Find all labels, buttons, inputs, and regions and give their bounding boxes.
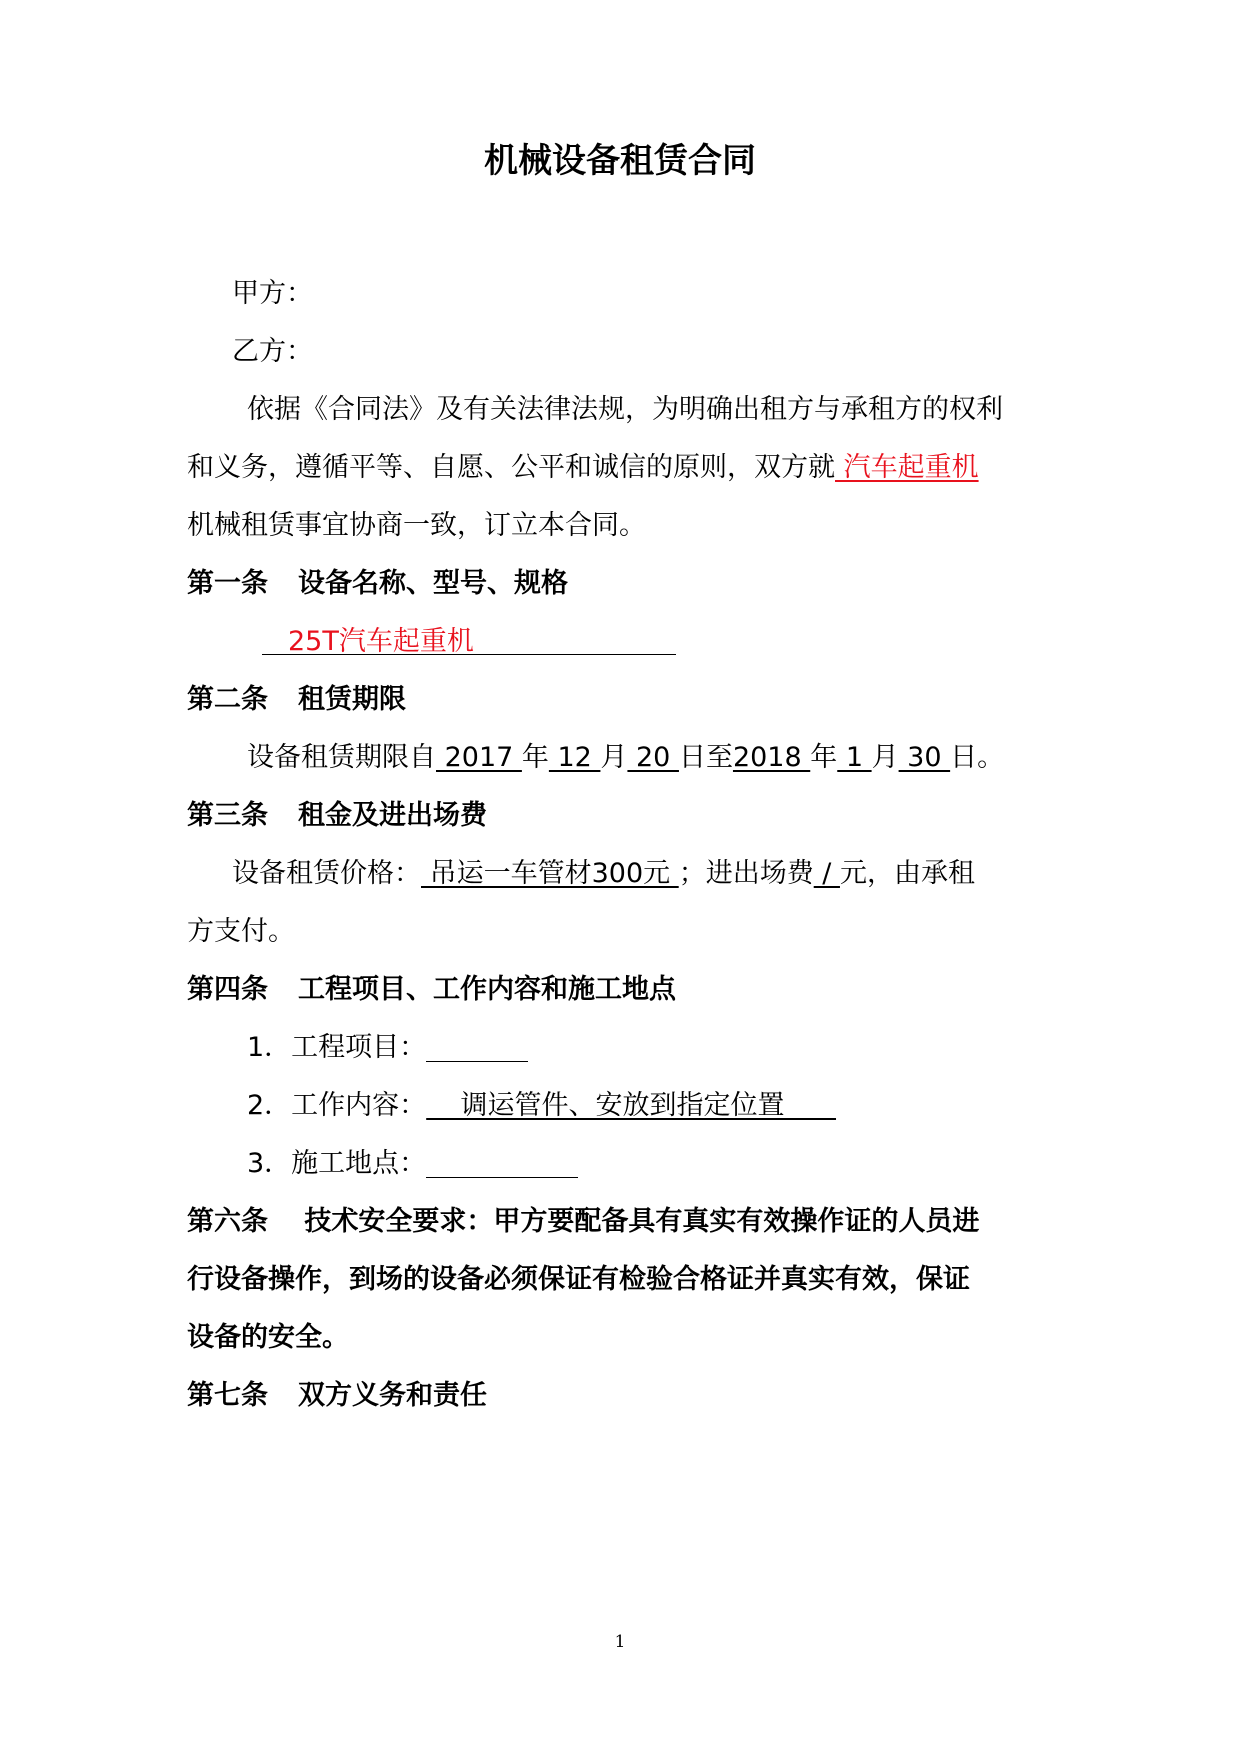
start-day: 20 bbox=[627, 742, 679, 773]
intro-line-2 bbox=[187, 448, 1067, 488]
project-item-line bbox=[187, 1028, 1127, 1068]
article-7-title: 双方义务和责任 bbox=[298, 1380, 487, 1411]
start-year: 2017 bbox=[436, 742, 522, 773]
equipment-spec-value: 25T汽车起重机 bbox=[288, 626, 474, 657]
intro-line-2-text: 和义务，遵循平等、自愿、公平和诚信的原则，双方就 bbox=[187, 452, 835, 483]
party-b-line: 乙方： bbox=[232, 336, 313, 367]
project-blank bbox=[426, 1031, 528, 1062]
start-month: 12 bbox=[548, 742, 601, 773]
article-3-title: 租金及进出场费 bbox=[298, 800, 487, 831]
work-content-value: 调运管件、安放到指定位置 bbox=[426, 1090, 837, 1121]
rental-price-label: 设备租赁价格： bbox=[232, 858, 421, 889]
day-to-label: 日至 bbox=[678, 742, 733, 773]
article-7-heading bbox=[187, 1376, 1067, 1416]
project-label: 1．工程项目： bbox=[247, 1032, 427, 1063]
article-4-heading bbox=[187, 970, 1067, 1010]
rental-price-line-2: 方支付。 bbox=[187, 916, 295, 947]
intro-line-1: 依据《合同法》及有关法律法规，为明确出租方与承租方的权利 bbox=[247, 394, 1003, 425]
article-6-line-3: 设备的安全。 bbox=[187, 1322, 349, 1353]
article-6-line-1: 第六条 技术安全要求：甲方要配备具有真实有效操作证的人员进 bbox=[187, 1206, 980, 1237]
month-label: 月 bbox=[871, 742, 899, 773]
lease-period-line bbox=[187, 738, 1127, 778]
article-4-number: 第四条 bbox=[187, 974, 268, 1005]
year-label: 年 bbox=[810, 742, 838, 773]
article-1-heading bbox=[187, 564, 1067, 604]
site-location-label: 3．施工地点： bbox=[247, 1148, 427, 1179]
equipment-name-filled: 汽车起重机 bbox=[835, 452, 979, 483]
article-1-title: 设备名称、型号、规格 bbox=[298, 568, 568, 599]
entry-exit-fee-value: / bbox=[813, 858, 840, 889]
article-2-title: 租赁期限 bbox=[298, 684, 406, 715]
article-3-heading bbox=[187, 796, 1067, 836]
article-6-line-2: 行设备操作，到场的设备必须保证有检验合格证并真实有效，保证 bbox=[187, 1264, 970, 1295]
end-year: 2018 bbox=[732, 742, 811, 773]
article-4-title: 工程项目、工作内容和施工地点 bbox=[298, 974, 676, 1005]
work-content-label: 2．工作内容： bbox=[247, 1090, 427, 1121]
page-number: 1 bbox=[614, 1632, 626, 1652]
year-label: 年 bbox=[521, 742, 549, 773]
intro-line-3: 机械租赁事宜协商一致，订立本合同。 bbox=[187, 510, 646, 541]
entry-exit-fee-label: ；进出场费 bbox=[678, 858, 814, 889]
site-location-blank bbox=[426, 1147, 578, 1178]
end-month: 1 bbox=[837, 742, 872, 773]
party-a-line: 甲方： bbox=[232, 278, 313, 309]
article-2-heading bbox=[187, 680, 1067, 720]
rental-price-line bbox=[187, 854, 1112, 894]
article-1-value-line bbox=[262, 622, 676, 662]
month-label: 月 bbox=[600, 742, 628, 773]
document-title: 机械设备租赁合同 bbox=[484, 141, 756, 181]
end-day: 30 bbox=[898, 742, 951, 773]
day-end-label: 日。 bbox=[950, 742, 1005, 773]
site-location-line bbox=[187, 1144, 1127, 1184]
lease-period-label: 设备租赁期限自 bbox=[247, 742, 436, 773]
article-7-number: 第七条 bbox=[187, 1380, 268, 1411]
article-1-number: 第一条 bbox=[187, 568, 268, 599]
rental-price-value: 吊运一车管材300元 bbox=[421, 858, 679, 889]
fee-suffix: 元，由承租 bbox=[839, 858, 975, 889]
work-content-line bbox=[187, 1086, 1127, 1126]
article-2-number: 第二条 bbox=[187, 684, 268, 715]
article-3-number: 第三条 bbox=[187, 800, 268, 831]
